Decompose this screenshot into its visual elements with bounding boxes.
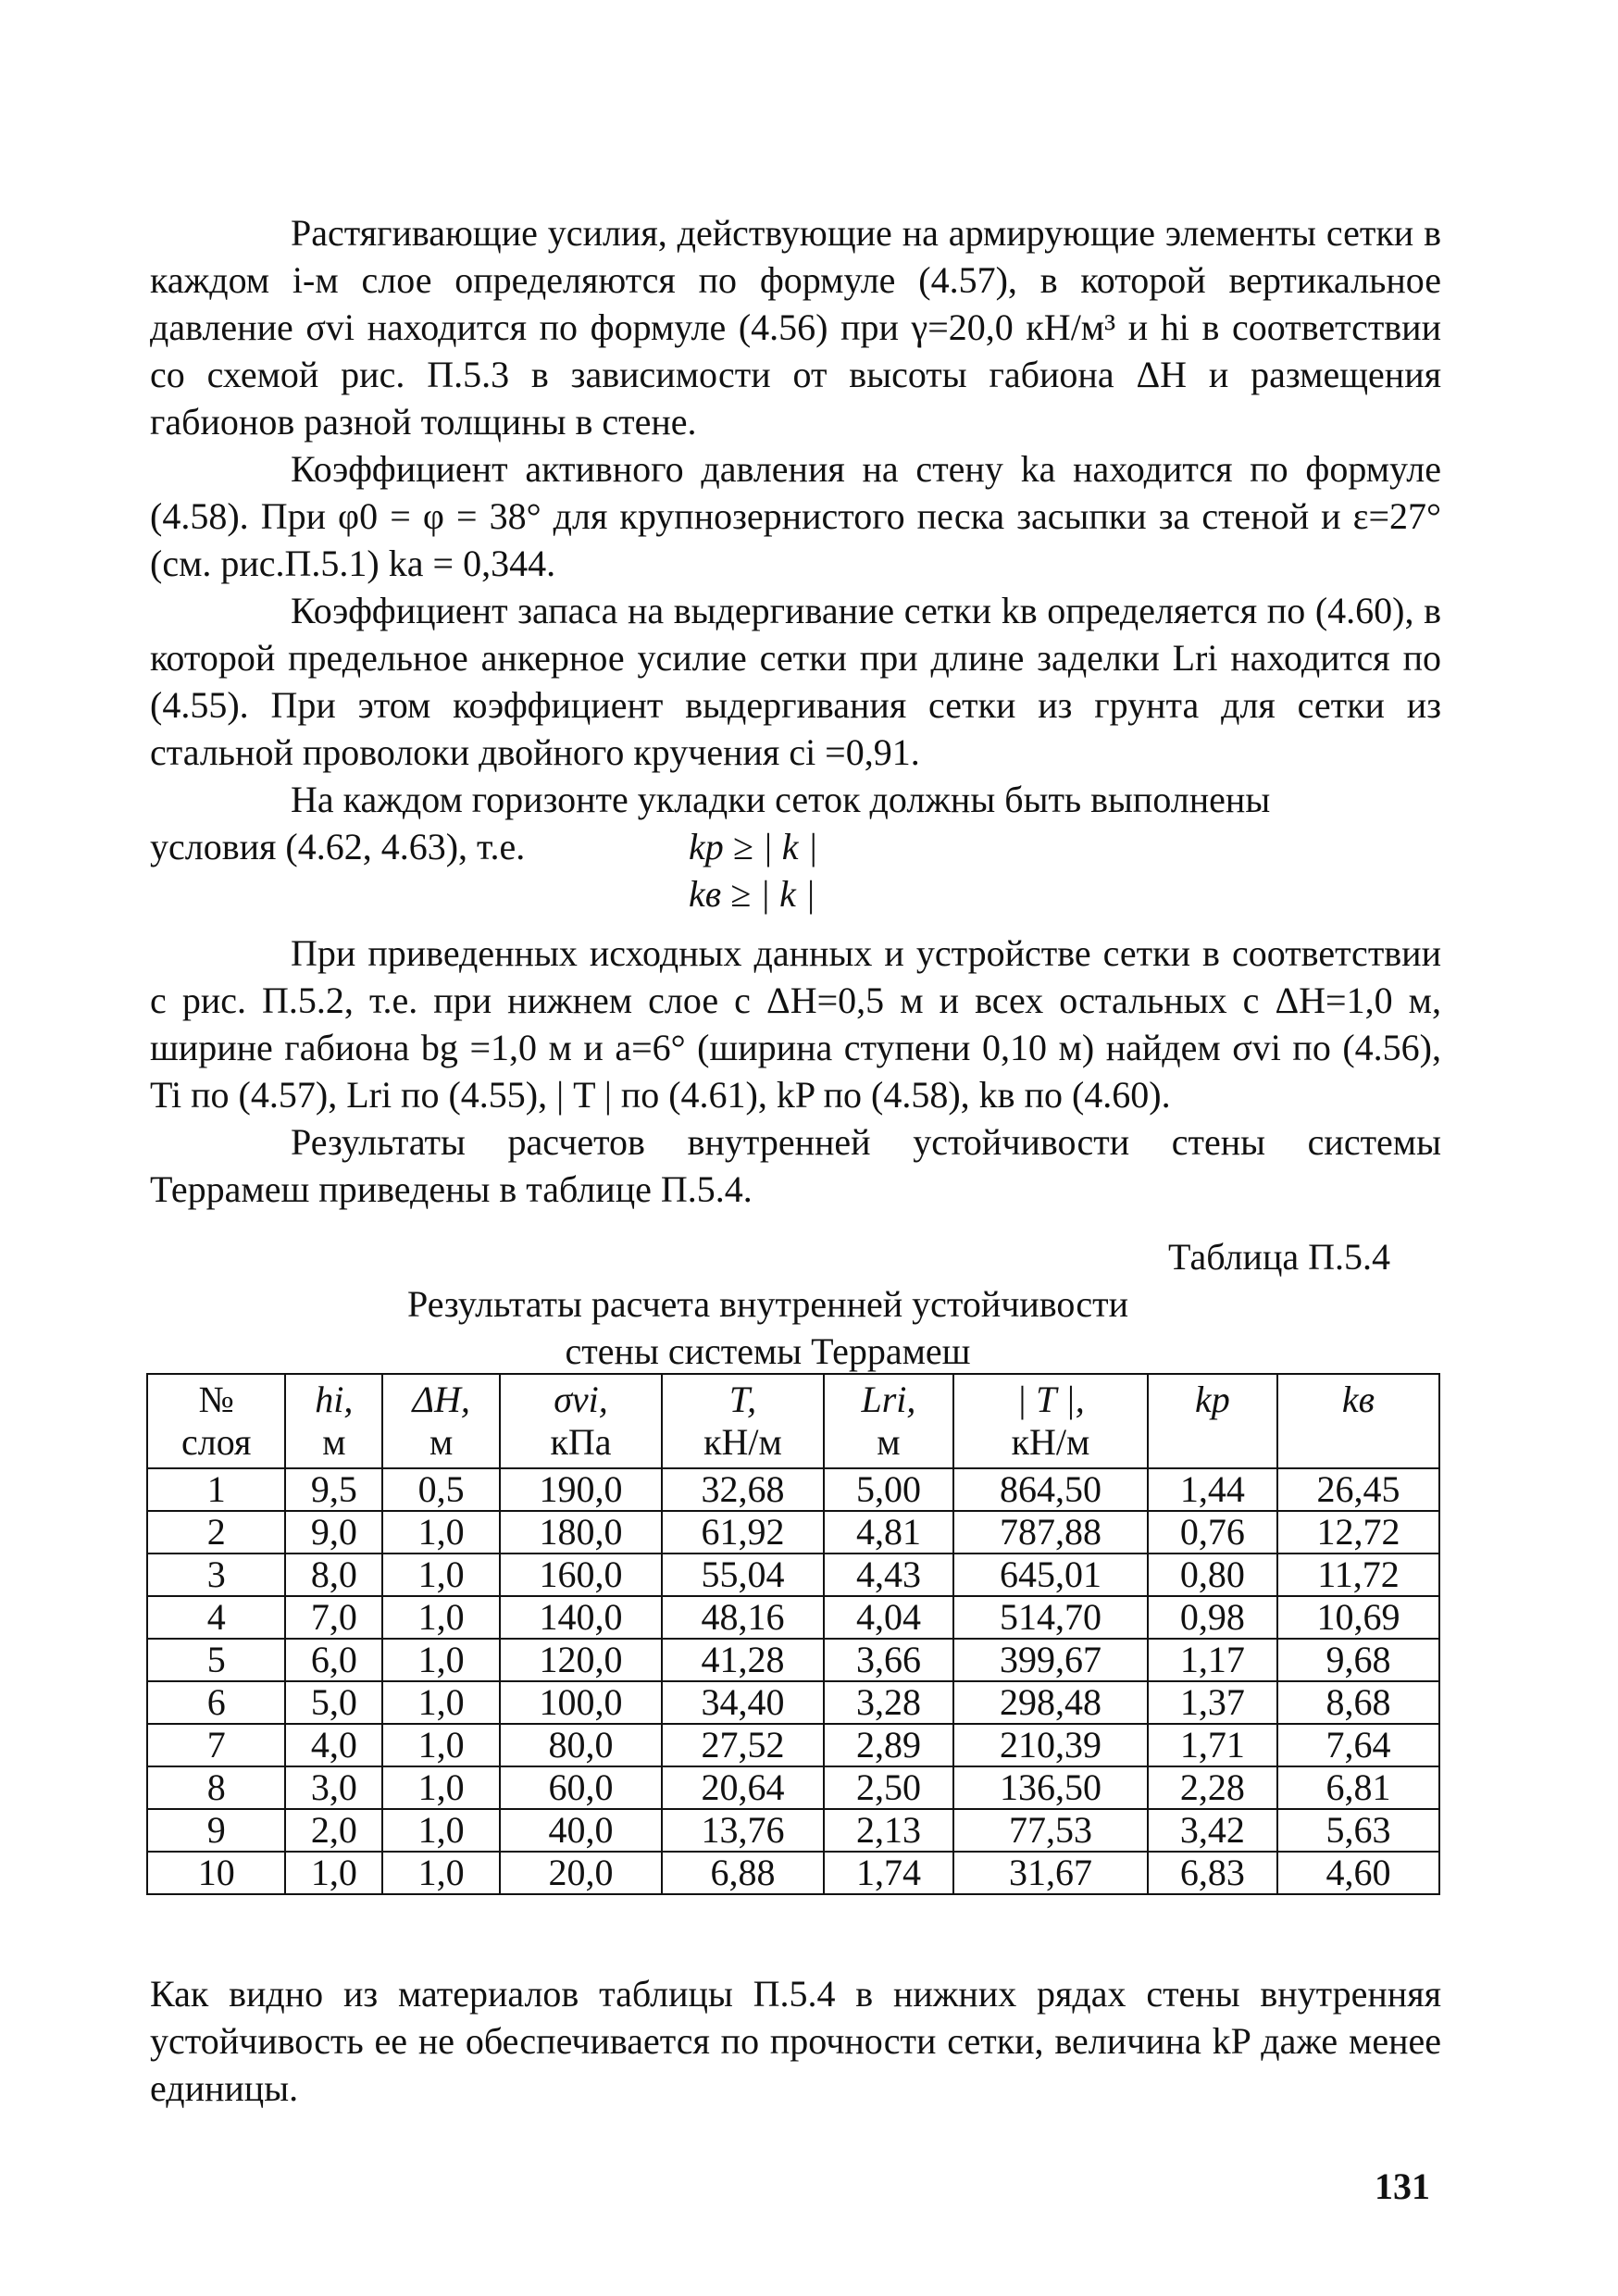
table-cell: 8,0 [285, 1554, 382, 1596]
paragraph-input-data: При приведенных исходных данных и устройстве сетки в соответствии с рис. П.5.2, т.е. при нижнем слое с ΔH=0,5 м и всех остальных с ΔH=1,0 м, ширине габиона bg =1,0 м и a=6° (ширина ступени 0,10 м) найдем σvi по (4.56), Ti по (4.57), Lri по (4.55), | T | по (4.61), kP по (4.58), kв по (4.60). [150, 932, 1441, 1116]
table-cell: 11,72 [1277, 1554, 1439, 1596]
page-number: 131 [1375, 2165, 1430, 2207]
column-header [1277, 1374, 1439, 1468]
table-cell: 4,43 [824, 1554, 953, 1596]
table-cell: 0,80 [1148, 1554, 1277, 1596]
column-header [953, 1374, 1148, 1468]
table-cell: 210,39 [953, 1724, 1148, 1766]
table-cell: 190,0 [500, 1468, 662, 1511]
table-cell: 31,67 [953, 1852, 1148, 1894]
table-cell: 8,68 [1277, 1681, 1439, 1724]
table-cell: 1,0 [382, 1554, 500, 1596]
paragraph-tensile-forces: Растягивающие усилия, действующие на армирующие элементы сетки в каждом i-м слое определяются по формуле (4.57), в которой вертикальное давление σvi находится по формуле (4.56) при γ=20,0 кН/м³ и hi в соответствии со схемой рис. П.5.3 в зависимости от высоты габиона ΔH и размещения габионов разной толщины в стене. [150, 212, 1441, 443]
table-cell: 1,0 [382, 1724, 500, 1766]
page-body [150, 209, 1441, 1375]
condition-kp: kp ≥ | k | [689, 826, 818, 867]
table-cell: 3,42 [1148, 1809, 1277, 1852]
column-header-symbol: σvi, [554, 1379, 608, 1420]
table-cell: 40,0 [500, 1809, 662, 1852]
table-row [147, 1511, 1439, 1554]
table-cell: 1,0 [382, 1681, 500, 1724]
table-cell: 61,92 [662, 1511, 824, 1554]
table-cell: 1,0 [382, 1852, 500, 1894]
table-cell: 9 [147, 1809, 285, 1852]
table-cell: 7 [147, 1724, 285, 1766]
table-cell: 6,81 [1277, 1766, 1439, 1809]
table-cell: 4,0 [285, 1724, 382, 1766]
column-header-symbol: ΔH, [412, 1379, 470, 1420]
column-header-unit: кН/м [703, 1421, 782, 1463]
table-row [147, 1596, 1439, 1639]
table-row [147, 1468, 1439, 1511]
table-cell: 0,76 [1148, 1511, 1277, 1554]
column-header [147, 1374, 285, 1468]
table-cell: 5,00 [824, 1468, 953, 1511]
table-cell: 41,28 [662, 1639, 824, 1681]
table-cell: 27,52 [662, 1724, 824, 1766]
table-cell: 1,71 [1148, 1724, 1277, 1766]
table-body [147, 1468, 1439, 1894]
column-header-symbol: kp [1195, 1379, 1230, 1420]
table-cell: 5 [147, 1639, 285, 1681]
table-cell: 399,67 [953, 1639, 1148, 1681]
column-header-unit [1282, 1421, 1435, 1464]
paragraph-results-reference: Результаты расчетов внутренней устойчивости стены системы Террамеш приведены в таблице П.5.4. [150, 1121, 1441, 1210]
table-cell: 3 [147, 1554, 285, 1596]
column-header-unit: м [877, 1421, 901, 1463]
table-row [147, 1809, 1439, 1852]
table-title-line-1: Результаты расчета внутренней устойчивости [406, 1283, 1129, 1325]
column-header-unit: кН/м [1011, 1421, 1090, 1463]
table-header-row [147, 1374, 1439, 1468]
paragraph-active-pressure: Коэффициент активного давления на стену ka находится по формуле (4.58). При φ0 = φ = 38° для крупнозернистого песка засыпки за стеной и ε=27° (см. рис.П.5.1) ka = 0,344. [150, 448, 1441, 584]
table-cell: 180,0 [500, 1511, 662, 1554]
table-cell: 9,5 [285, 1468, 382, 1511]
table-row [147, 1554, 1439, 1596]
table-label: Таблица П.5.4 [1168, 1236, 1390, 1278]
table-cell: 48,16 [662, 1596, 824, 1639]
table-cell: 140,0 [500, 1596, 662, 1639]
table-cell: 4 [147, 1596, 285, 1639]
column-header-symbol: T, [728, 1379, 757, 1420]
column-header-symbol: Lri, [861, 1379, 916, 1420]
paragraph-pullout-factor: Коэффициент запаса на выдергивание сетки kв определяется по (4.60), в которой предельное анкерное усилие сетки при длине заделки Lri находится по (4.55). При этом коэффициент выдергивания сетки из грунта для сетки из стальной проволоки двойного кручения ci =0,91. [150, 590, 1441, 773]
table-cell: 2,28 [1148, 1766, 1277, 1809]
column-header-symbol: kв [1341, 1379, 1375, 1420]
table-cell: 864,50 [953, 1468, 1148, 1511]
table-cell: 8 [147, 1766, 285, 1809]
table-row [147, 1852, 1439, 1894]
table-cell: 7,0 [285, 1596, 382, 1639]
column-header-unit: кПа [550, 1421, 612, 1463]
table-cell: 787,88 [953, 1511, 1148, 1554]
column-header-unit [1152, 1421, 1273, 1464]
table-cell: 34,40 [662, 1681, 824, 1724]
column-header-unit: слоя [181, 1421, 252, 1463]
table-cell: 100,0 [500, 1681, 662, 1724]
paragraph-horizon-conditions: На каждом горизонте укладки сеток должны быть выполнены [291, 779, 1271, 820]
table-cell: 20,0 [500, 1852, 662, 1894]
table-cell: 1,0 [382, 1596, 500, 1639]
table-cell: 10,69 [1277, 1596, 1439, 1639]
table-cell: 5,0 [285, 1681, 382, 1724]
table-cell: 136,50 [953, 1766, 1148, 1809]
table-title-line-2: стены системы Террамеш [565, 1330, 971, 1372]
table-cell: 2,13 [824, 1809, 953, 1852]
table-cell: 1,0 [382, 1639, 500, 1681]
table-cell: 1,74 [824, 1852, 953, 1894]
table-cell: 12,72 [1277, 1511, 1439, 1554]
table-cell: 6,88 [662, 1852, 824, 1894]
conditions-row-2 [150, 870, 1441, 917]
table-cell: 645,01 [953, 1554, 1148, 1596]
table-cell: 1,0 [382, 1809, 500, 1852]
conditions-label: условия (4.62, 4.63), т.е. [150, 826, 526, 867]
condition-kv: kв ≥ | k | [689, 873, 815, 915]
column-header [1148, 1374, 1277, 1468]
table-cell: 9,68 [1277, 1639, 1439, 1681]
table-cell: 1,37 [1148, 1681, 1277, 1724]
column-header [662, 1374, 824, 1468]
column-header [285, 1374, 382, 1468]
table-cell: 3,66 [824, 1639, 953, 1681]
table-cell: 77,53 [953, 1809, 1148, 1852]
table-cell: 6,0 [285, 1639, 382, 1681]
column-header-symbol: | T |, [1016, 1379, 1085, 1420]
table-cell: 6,83 [1148, 1852, 1277, 1894]
column-header [824, 1374, 953, 1468]
table-cell: 0,5 [382, 1468, 500, 1511]
table-cell: 20,64 [662, 1766, 824, 1809]
table-row [147, 1724, 1439, 1766]
table-cell: 32,68 [662, 1468, 824, 1511]
table-cell: 9,0 [285, 1511, 382, 1554]
table-cell: 5,63 [1277, 1809, 1439, 1852]
results-table [146, 1373, 1440, 1895]
table-cell: 1,17 [1148, 1639, 1277, 1681]
table-cell: 1,0 [382, 1766, 500, 1809]
table-cell: 80,0 [500, 1724, 662, 1766]
table-cell: 120,0 [500, 1639, 662, 1681]
table-row [147, 1639, 1439, 1681]
table-row [147, 1766, 1439, 1809]
column-header [382, 1374, 500, 1468]
table-cell: 2 [147, 1511, 285, 1554]
table-cell: 2,0 [285, 1809, 382, 1852]
table-cell: 6 [147, 1681, 285, 1724]
table-cell: 60,0 [500, 1766, 662, 1809]
table-cell: 3,0 [285, 1766, 382, 1809]
table-cell: 26,45 [1277, 1468, 1439, 1511]
column-header-symbol: № [198, 1379, 234, 1420]
table-cell: 7,64 [1277, 1724, 1439, 1766]
table-cell: 514,70 [953, 1596, 1148, 1639]
table-cell: 4,04 [824, 1596, 953, 1639]
table-cell: 2,50 [824, 1766, 953, 1809]
table-cell: 298,48 [953, 1681, 1148, 1724]
table-cell: 1,0 [382, 1511, 500, 1554]
table-cell: 0,98 [1148, 1596, 1277, 1639]
table-row [147, 1681, 1439, 1724]
table-cell: 10 [147, 1852, 285, 1894]
column-header [500, 1374, 662, 1468]
table-cell: 4,60 [1277, 1852, 1439, 1894]
column-header-unit: м [429, 1421, 454, 1463]
table-cell: 1 [147, 1468, 285, 1511]
table-cell: 2,89 [824, 1724, 953, 1766]
column-header-symbol: hi, [315, 1379, 354, 1420]
table-cell: 3,28 [824, 1681, 953, 1724]
conditions-row-1 [150, 823, 1441, 870]
table-cell: 160,0 [500, 1554, 662, 1596]
table-cell: 13,76 [662, 1809, 824, 1852]
paragraph-conclusion: Как видно из материалов таблицы П.5.4 в нижних рядах стены внутренняя устойчивость ее не обеспечивается по прочности сетки, величина kP даже менее единицы. [150, 1973, 1441, 2109]
table-cell: 55,04 [662, 1554, 824, 1596]
table-cell: 1,0 [285, 1852, 382, 1894]
column-header-unit: м [322, 1421, 346, 1463]
table-cell: 4,81 [824, 1511, 953, 1554]
table-cell: 1,44 [1148, 1468, 1277, 1511]
